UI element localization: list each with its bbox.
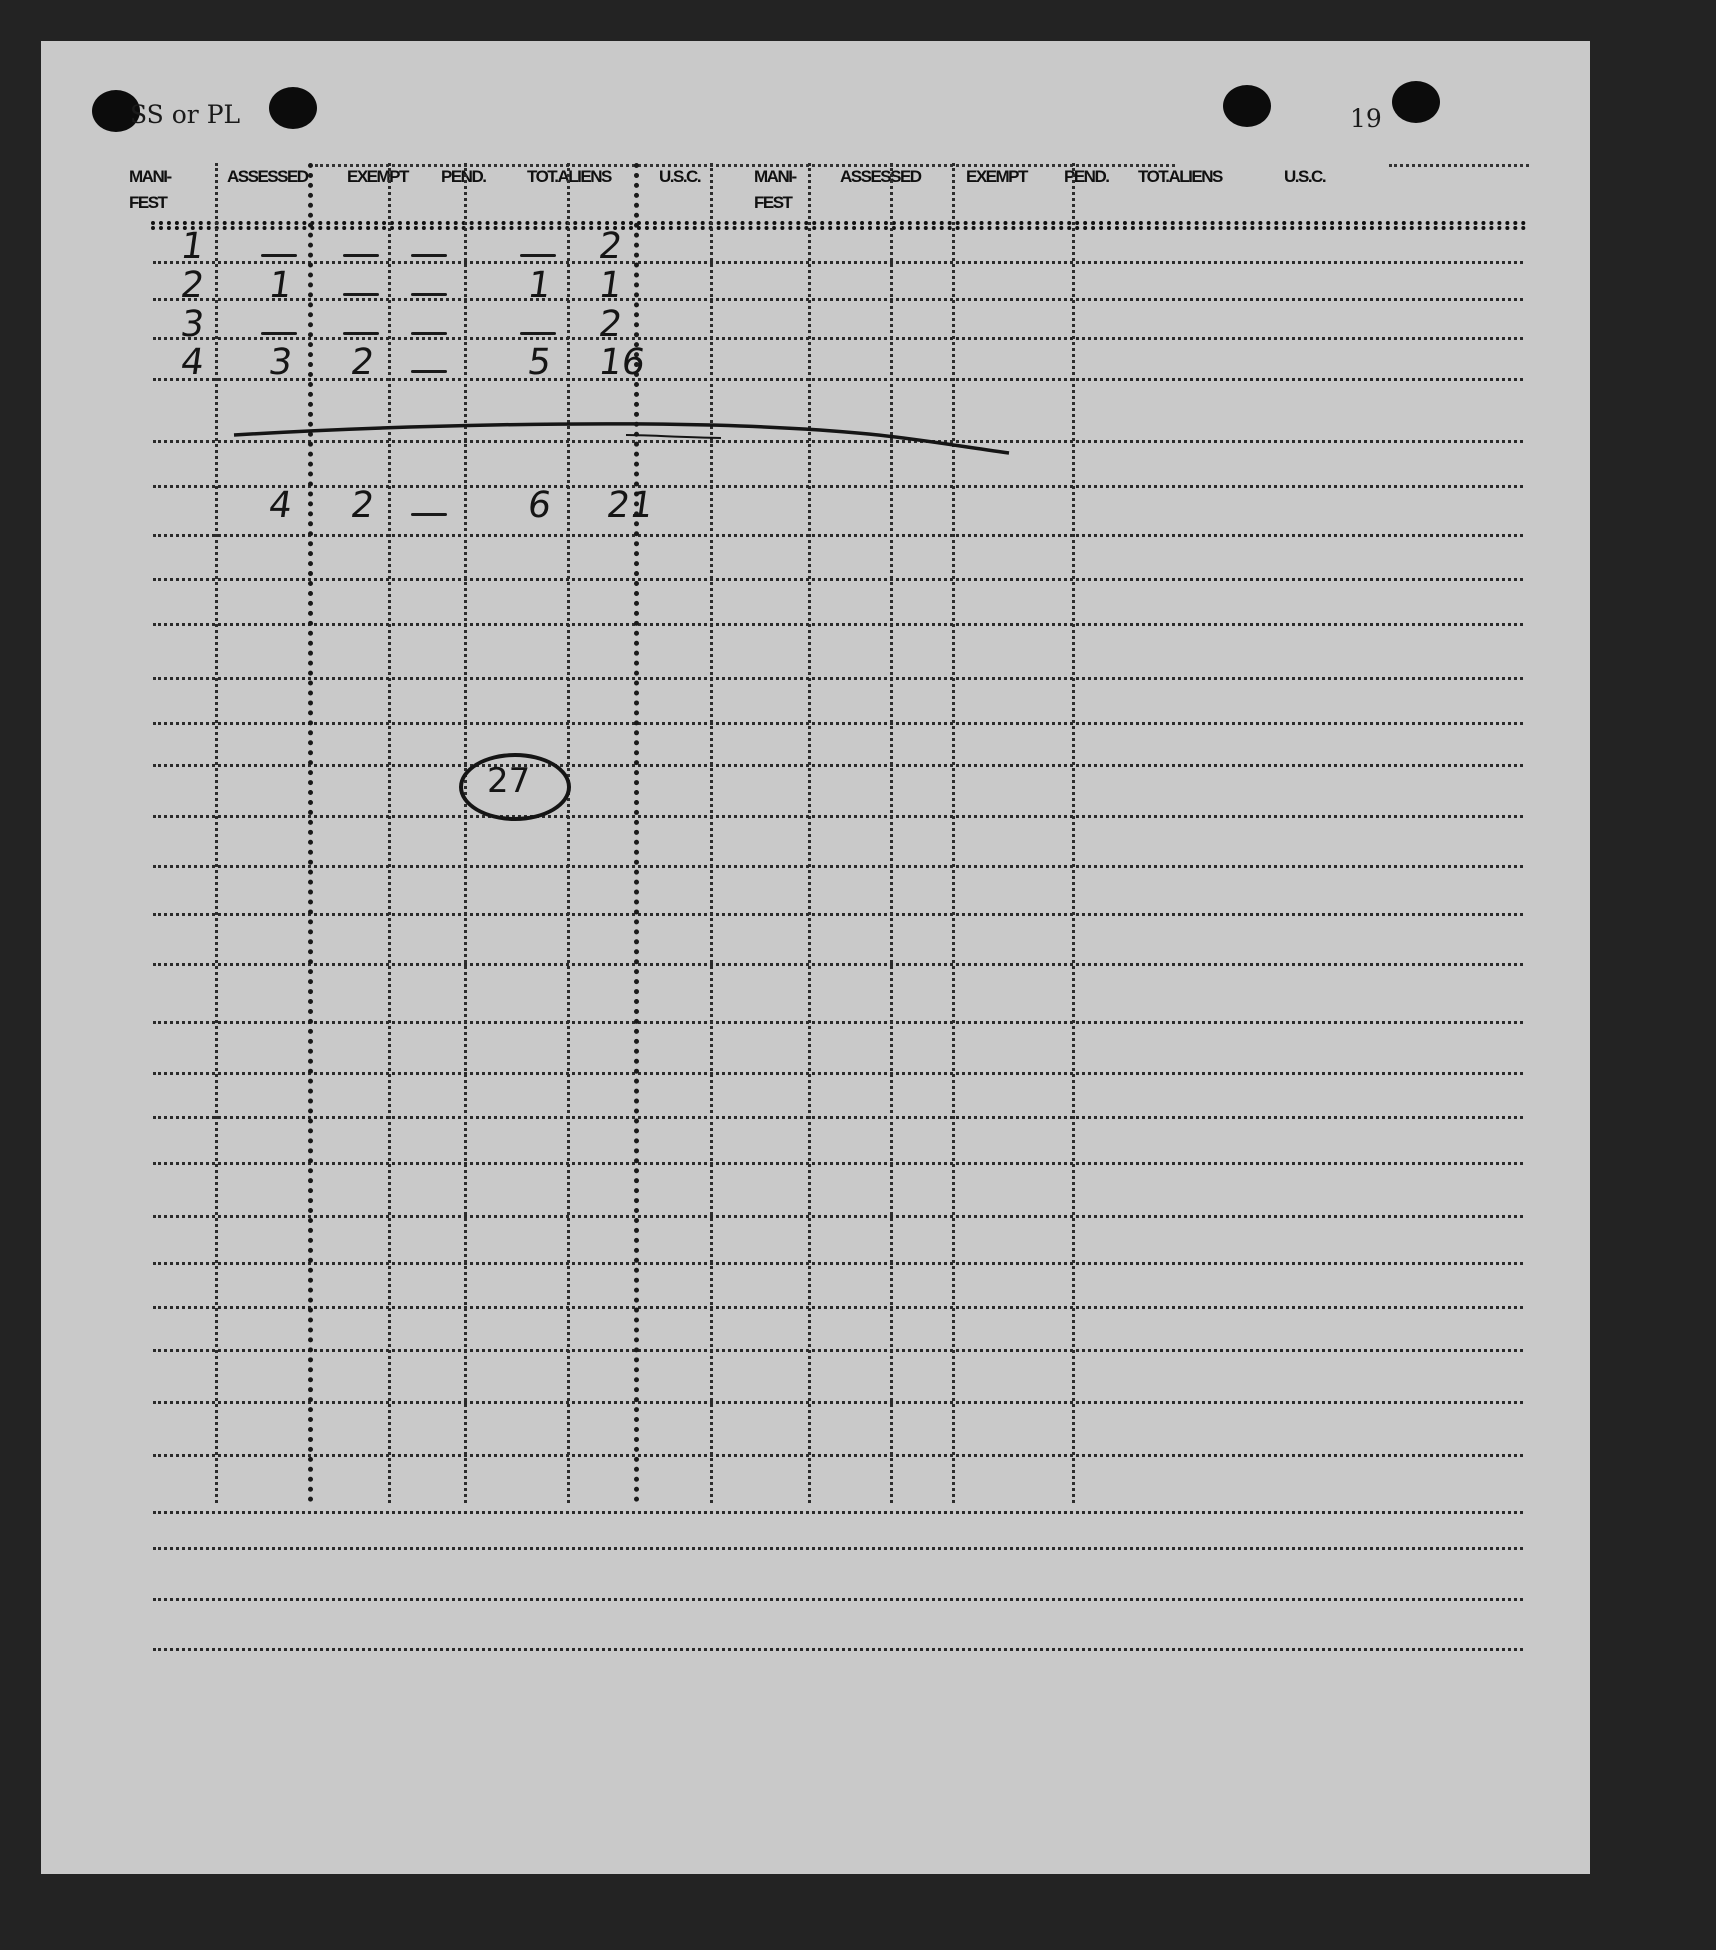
entry-pend-dash [411,370,447,373]
grid-column-line [890,163,893,1503]
total-tot_aliens: 6 [525,485,554,526]
form-sheet [41,41,1590,1874]
col-exempt-2: EXEMPT [966,167,1027,186]
entry-manifest: 4 [178,342,207,383]
vessel-label: SS or PL [130,100,241,129]
grid-row-line [153,534,1523,537]
grid-row-line [153,1162,1523,1165]
grid-column-line [710,163,713,1503]
entry-manifest: 1 [178,226,207,267]
entry-tot_aliens-dash [520,332,556,335]
col-pend-1: PEND. [441,167,486,186]
entry-manifest: 3 [178,304,207,345]
header-rule [151,226,1527,230]
grid-row-line [153,337,1523,340]
year-label: 19 [1350,104,1382,133]
entry-exempt-dash [343,254,379,257]
grid-row-line [153,1511,1523,1514]
grid-column-line [808,163,811,1503]
total-pend-dash [411,513,447,516]
grid-row-line [153,865,1523,868]
entry-tot_aliens: 5 [525,342,554,383]
col-exempt-1: EXEMPT [347,167,408,186]
col-manifest-2: MANI- FEST [754,167,796,212]
col-assessed-2: ASSESSED [840,167,921,186]
col-pend-2: PEND. [1064,167,1109,186]
grid-row-line [153,1262,1523,1265]
entry-usc: 2 [596,226,625,267]
grid-column-line [952,163,955,1503]
total-assessed: 4 [266,485,295,526]
grid-column-line [215,163,218,1503]
grid-row-line [153,677,1523,680]
col-tot-aliens-2: TOT.ALIENS [1138,167,1222,186]
grid-column-line [1072,163,1075,1503]
entry-manifest: 2 [178,265,207,306]
grid-row-line [153,1306,1523,1309]
circled-number: 27 [487,761,531,801]
grid-row-line [153,963,1523,966]
col-usc-1: U.S.C. [659,167,701,186]
entry-assessed: 1 [266,265,295,306]
grid-column-line [388,163,391,1503]
grid-column-line [464,163,467,1503]
grid-column-line [567,163,570,1503]
entry-usc: 2 [596,304,625,345]
entry-assessed: 3 [266,342,295,383]
grid-row-line [153,1598,1523,1601]
entry-pend-dash [411,254,447,257]
punch-hole [269,87,317,129]
col-usc-2: U.S.C. [1284,167,1326,186]
entry-exempt-dash [343,332,379,335]
grid-row-line [153,623,1523,626]
entry-exempt: 2 [348,342,377,383]
grid-row-line [153,722,1523,725]
grid-row-line [153,298,1523,301]
grid-row-line [153,913,1523,916]
col-assessed-1: ASSESSED [227,167,308,186]
entry-pend-dash [411,332,447,335]
grid-row-line [153,1349,1523,1352]
year-fill-line [1389,164,1529,167]
entry-tot_aliens-dash [520,254,556,257]
grid-row-line [153,764,1523,767]
grid-row-line [153,1215,1523,1218]
grid-row-line [153,1116,1523,1119]
grid-row-line [153,578,1523,581]
entry-exempt-dash [343,293,379,296]
col-tot-aliens-1: TOT.ALIENS [527,167,611,186]
total-exempt: 2 [348,485,377,526]
grid-row-line [153,1072,1523,1075]
entry-pend-dash [411,293,447,296]
grid-row-line [153,1021,1523,1024]
grid-row-line [153,1401,1523,1404]
grid-row-line [153,440,1523,443]
grid-row-line [153,1454,1523,1457]
grid-column-line [308,163,313,1503]
total-usc: 21 [604,485,656,526]
header-rule [151,221,1527,225]
entry-assessed-dash [261,254,297,257]
col-manifest-1: MANI- FEST [129,167,171,212]
punch-hole [1223,85,1271,127]
grid-row-line [153,1547,1523,1550]
grid-row-line [153,261,1523,264]
grid-row-line [153,1648,1523,1651]
punch-hole [1392,81,1440,123]
entry-usc: 1 [596,265,625,306]
entry-assessed-dash [261,332,297,335]
entry-usc: 16 [596,342,648,383]
entry-tot_aliens: 1 [525,265,554,306]
grid-row-line [153,815,1523,818]
